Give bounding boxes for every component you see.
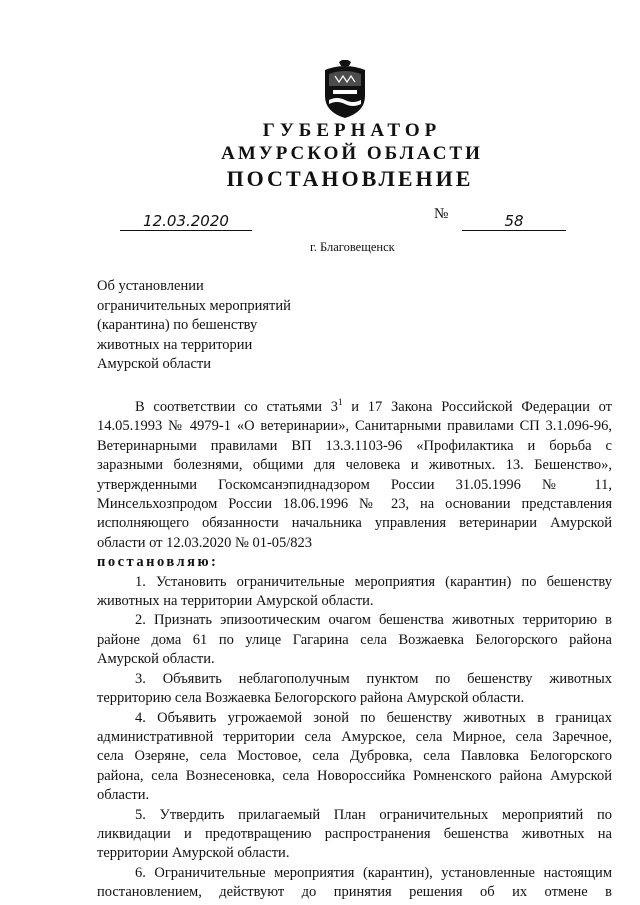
item-line: области.: [97, 787, 150, 804]
item-line: 3. Объявить неблагополучным пунктом по бешенству животных: [135, 670, 612, 687]
subject-line: ограничительных мероприятий: [97, 297, 291, 314]
item-line: территории Амурской области.: [97, 845, 290, 862]
item-line: Амурской области.: [97, 651, 215, 668]
region-title: АМУРСКОЙ ОБЛАСТИ: [221, 143, 483, 164]
resolve-word: постановляю:: [97, 554, 219, 571]
item-line: ликвидации и предотвращению распространения бешенства животных на: [97, 825, 612, 842]
item-line: района, села Вознесеновка, села Новороссийка Ромненского района Амурской: [97, 767, 612, 784]
preamble-line: заразными болезнями, общими для человека и животных. 13. Бешенство»,: [97, 457, 612, 474]
subject-line: животных на территории: [97, 336, 253, 353]
governor-title: ГУБЕРНАТОР: [262, 120, 442, 141]
item-line: районе дома 61 по улице Гагарина села Возжаевка Белогорского района: [97, 631, 612, 648]
preamble-line: Минсельхозпродом России 18.06.1996 № 23, на основании представления: [97, 496, 612, 513]
item-line: административной территории села Амурское, села Мирное, села Заречное,: [97, 728, 612, 745]
preamble-line: утвержденными Госкомсанэпиднадзором России 31.05.1996 № 11,: [97, 476, 612, 493]
item-line: 6. Ограничительные мероприятия (карантин), установленные настоящим: [135, 864, 612, 881]
document-type-title: ПОСТАНОВЛЕНИЕ: [226, 166, 474, 191]
document-body: [97, 398, 612, 903]
item-line: территорию села Возжаевка Белогорского района Амурской области.: [97, 690, 525, 707]
city-label: г. Благовещенск: [310, 240, 395, 254]
item-line: 5. Утвердить прилагаемый План ограничительных мероприятий по: [135, 806, 612, 823]
item-line: постановлением, действуют до принятия решения об их отмене в: [97, 884, 612, 901]
preamble-line: Ветеринарными правилами ВП 13.3.1103-96 «Профилактика и борьба с: [97, 437, 612, 454]
item-line: 4. Объявить угрожаемой зоной по бешенству животных в границах: [135, 709, 612, 726]
preamble-line: исполняющего обязанности начальника управления ветеринарии Амурской: [97, 515, 612, 532]
number-label: №: [434, 206, 449, 222]
item-line: 1. Установить ограничительные мероприятия (карантин) по бешенству: [135, 573, 612, 590]
preamble-line: В соответствии со статьями $3^1$ и 17 Закона Российской Федерации от: [135, 397, 612, 415]
item-line: животных на территории Амурской области.: [97, 593, 374, 610]
item-line: 2. Признать эпизоотическим очагом бешенства животных территорию в: [135, 612, 612, 629]
document-number: 58: [462, 212, 566, 231]
subject-line: (карантина) по бешенству: [97, 317, 258, 333]
preamble-line: 14.05.1993 № 4979-1 «О ветеринарии», Санитарными правилами СП 3.1.096-96,: [97, 418, 612, 435]
document-subject: [97, 277, 357, 375]
document-date: 12.03.2020: [120, 212, 252, 231]
subject-line: Об установлении: [97, 278, 204, 294]
item-line: села Озеряне, села Мостовое, села Дубровка, села Павловка Белогорского: [97, 748, 612, 765]
preamble-line: области от 12.03.2020 № 01-05/823: [97, 534, 313, 551]
subject-line: Амурской области: [97, 356, 211, 372]
coat-of-arms-icon: [319, 60, 371, 120]
